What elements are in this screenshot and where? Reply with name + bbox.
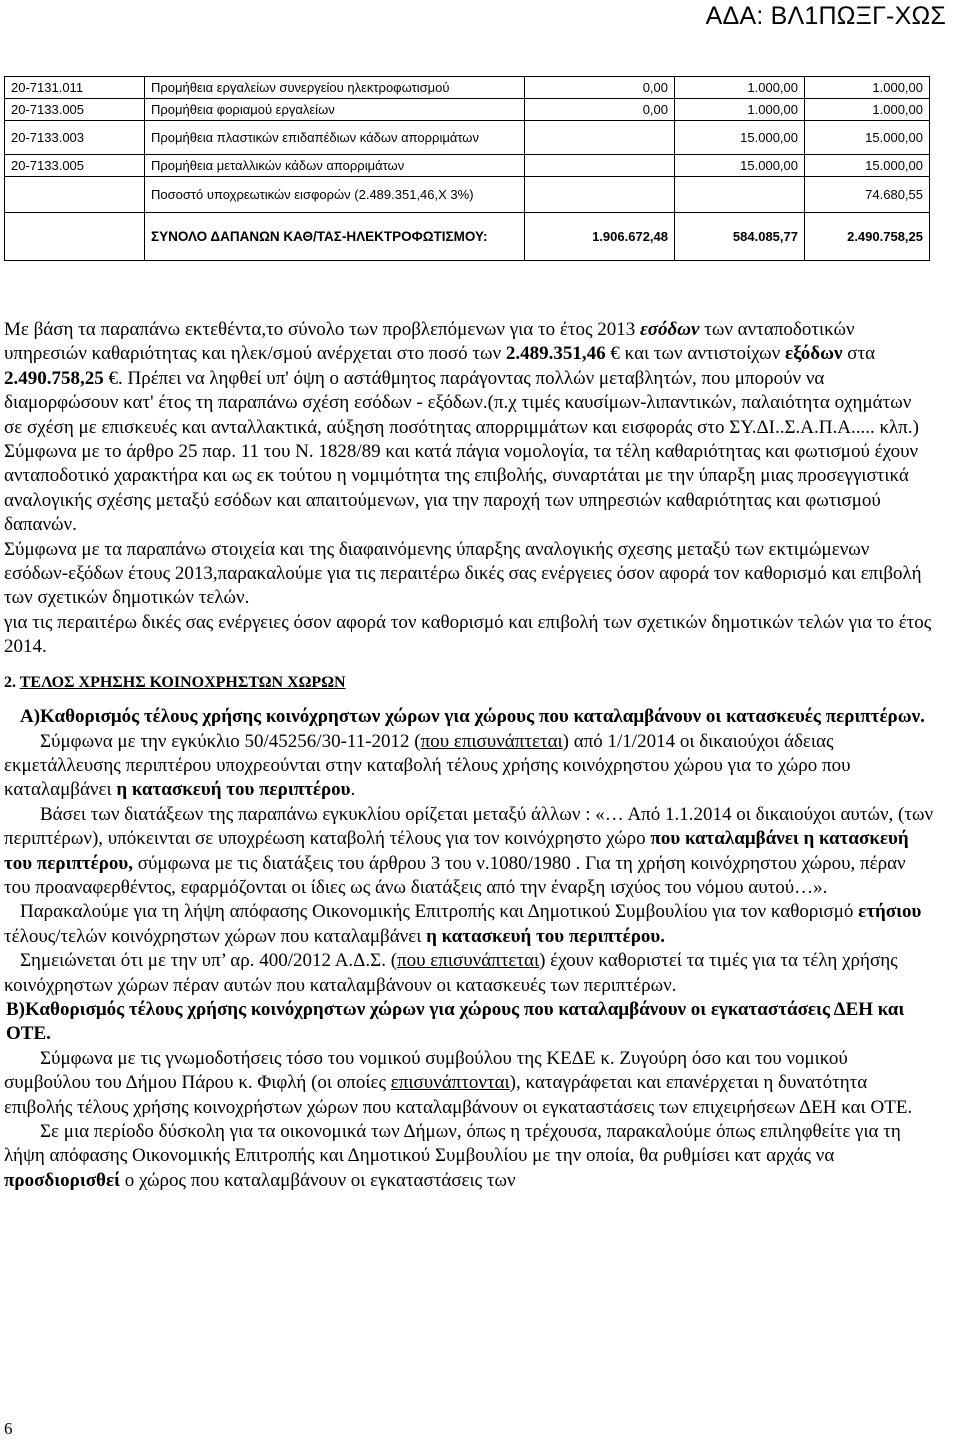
- row-description: Προμήθεια εργαλείων συνεργείου ηλεκτροφωτισμού: [145, 77, 525, 99]
- row-description: Ποσοστό υποχρεωτικών εισφορών (2.489.351,46,Χ 3%): [145, 177, 525, 213]
- row-value-1: [525, 121, 675, 155]
- paragraph-kiosk-request: Παρακαλούμε για τη λήψη απόφασης Οικονομικής Επιτροπής και Δημοτικού Συμβουλίου για τον καθορισμό ετήσιου τέλους/τελών κοινόχρηστων χώρων που καταλαμβάνει η κατασκευή του περιπτέρου.: [4, 901, 922, 947]
- budget-table: [4, 76, 930, 261]
- row-value-2: 15.000,00: [675, 155, 805, 177]
- row-code: [5, 177, 145, 213]
- paragraph-legal-basis: Σύμφωνα με το άρθρο 25 παρ. 11 του Ν. 1828/89 και κατά πάγια νομολογία, τα τέλη καθαριότητας και φωτισμού έχουν ανταποδοτικό χαρακτήρα και ως εκ τούτου η νομιμότητα της επιβολής, συναρτάται με την ύπαρξη μιας προσεγγιστικά αναλογικής σχέσης μεταξύ εσόδων και απαιτούμενων, για την παροχή των υπηρεσιών καθαριότητας και φωτισμού δαπανών.: [4, 441, 919, 536]
- section-2-heading: 2. ΤΕΛΟΣ ΧΡΗΣΗΣ ΚΟΙΝΟΧΡΗΣΤΩΝ ΧΩΡΩΝ: [4, 673, 346, 691]
- total-value-2: 584.085,77: [675, 213, 805, 261]
- table-row: [5, 99, 930, 121]
- row-code: 20-7133.003: [5, 121, 145, 155]
- row-value-3: 74.680,55: [805, 177, 930, 213]
- row-value-1: [525, 155, 675, 177]
- row-value-3: 1.000,00: [805, 77, 930, 99]
- row-description: Προμήθεια πλαστικών επιδαπέδιων κάδων απορριμάτων: [145, 121, 525, 155]
- row-value-1: [525, 177, 675, 213]
- row-value-2: [675, 177, 805, 213]
- paragraph-request: Σύμφωνα με τα παραπάνω στοιχεία και της διαφαινόμενης ύπαρξης αναλογικής σχεσης μεταξύ των εκτιμώμενων εσόδων-εξόδων έτους 2013,παρακαλούμε για τις περαιτέρω δικές σας ενέργειες όσον αφορά τον καθορισμό και επιβολή των σχετικών δημοτικών τελών.: [4, 538, 922, 609]
- total-value-3: 2.490.758,25: [805, 213, 930, 261]
- row-code: 20-7131.011: [5, 77, 145, 99]
- total-label: ΣΥΝΟΛΟ ΔΑΠΑΝΩΝ ΚΑΘ/ΤΑΣ-ΗΛΕΚΤΡΟΦΩΤΙΣΜΟΥ:: [145, 213, 525, 261]
- table-row: [5, 155, 930, 177]
- row-description: Προμήθεια φοριαμού εργαλείων: [145, 99, 525, 121]
- row-value-2: 15.000,00: [675, 121, 805, 155]
- paragraph-revenue-summary: Με βάση τα παραπάνω εκτεθέντα,το σύνολο των προβλεπόμενων για το έτος 2013 εσόδων των ανταποδοτικών υπηρεσιών καθαριότητας και ηλεκ/σμού ανέρχεται στο ποσό των 2.489.351,46 € και των αντιστοίχων εξόδων στα 2.490.758,25 €. Πρέπει να ληφθεί υπ' όψη ο αστάθμητος παράγοντας πολλών μεταβλητών, που μπορούν να διαμορφώσουν κατ' έτος τη παραπάνω σχέση εσόδων - εξόδων.(π.χ τιμές καυσίμων-λιπαντικών, παλαιότητα οχημάτων σε σχέση με επισκευές και ανταλλακτικά, αύξηση ποσότητας απορριμμάτων και εισφοράς στο ΣΥ.ΔΙ..Σ.Α.Π.Α..... κλπ.): [4, 319, 919, 438]
- table-total-row: [5, 213, 930, 261]
- total-empty-cell: [5, 213, 145, 261]
- row-value-3: 15.000,00: [805, 121, 930, 155]
- row-value-1: 0,00: [525, 99, 675, 121]
- total-value-1: 1.906.672,48: [525, 213, 675, 261]
- paragraph-kiosk-note: Σημειώνεται ότι με την υπ’ αρ. 400/2012 Α.Δ.Σ. (που επισυνάπτεται) έχουν καθοριστεί τα τιμές για τα τέλη χρήσης κοινόχρηστων χώρων πέραν αυτών που καταλαμβάνουν οι κατασκευές των περιπτέρων.: [4, 950, 898, 996]
- paragraph-kiosk-provisions: Βάσει των διατάξεων της παραπάνω εγκυκλίου ορίζεται μεταξύ άλλων : «… Από 1.1.2014 οι δικαιούχοι αυτών, (των περιπτέρων), υπόκεινται σε υποχρέωση καταβολή τέλους για τον κοινόχρηστο χώρο που καταλαμβάνει η κατασκευή του περιπτέρου, σύμφωνα με τις διατάξεις του άρθρου 3 του ν.1080/1980 . Για τη χρήση κοινόχρηστου χώρου, πέραν του προαναφερθέντος, εφαρμόζονται οι ίδιες ως άνω διατάξεις από την έναρξη ισχύος του νόμου αυτού…».: [4, 803, 934, 898]
- subsection-a-heading: Α)Καθορισμός τέλους χρήσης κοινόχρηστων χώρων για χώρους που καταλαμβάνουν οι κατασκευές περιπτέρων.: [20, 706, 925, 728]
- paragraph-request-2014: για τις περαιτέρω δικές σας ενέργειες όσον αφορά τον καθορισμό και επιβολή των σχετικών δημοτικών τελών για το έτος 2014.: [4, 611, 932, 658]
- paragraph-utilities-opinions: Σύμφωνα με τις γνωμοδοτήσεις τόσο του νομικού συμβούλου της ΚΕΔΕ κ. Ζυγούρη όσο και του νομικού συμβούλου του Δήμου Πάρου κ. Φιφλή (οι οποίες επισυνάπτονται), καταγράφεται και επανέρχεται η δυνατότητα επιβολής τέλους χρήσης κοινοχρήστων χώρων που καταλαμβάνουν οι εγκαταστάσεις των επιχειρήσεων ΔΕΗ και ΟΤΕ.: [4, 1047, 913, 1118]
- row-value-3: 15.000,00: [805, 155, 930, 177]
- page-number: 6: [4, 1419, 13, 1438]
- paragraph-utilities-request: Σε μια περίοδο δύσκολη για τα οικονομικά των Δήμων, όπως η τρέχουσα, παρακαλούμε όπως επιληφθείτε για τη λήψη απόφασης Οικονομικής Επιτροπής και Δημοτικού Συμβουλίου με την οποία, θα ρυθμίσει κατ αρχάς να προσδιορισθεί ο χώρος που καταλαμβάνουν οι εγκαταστάσεις των: [4, 1121, 901, 1191]
- paragraph-kiosk-circular: Σύμφωνα με την εγκύκλιο 50/45256/30-11-2012 (που επισυνάπτεται) από 1/1/2014 οι δικαιούχοι άδειας εκμετάλλευσης περιπτέρου υποχρεούνται στην καταβολή τέλους χρήσης κοινόχρηστου χώρου για το χώρο που καταλαμβάνει η κατασκευή του περιπτέρου.: [4, 730, 851, 801]
- row-value-1: 0,00: [525, 77, 675, 99]
- ada-code: ΑΔΑ: ΒΛ1ΠΩΞΓ-ΧΩΣ: [705, 2, 946, 30]
- table-row: [5, 177, 930, 213]
- row-code: 20-7133.005: [5, 155, 145, 177]
- row-description: Προμήθεια μεταλλικών κάδων απορριμάτων: [145, 155, 525, 177]
- document-body: [4, 318, 934, 1193]
- row-value-3: 1.000,00: [805, 99, 930, 121]
- row-value-2: 1.000,00: [675, 77, 805, 99]
- row-value-2: 1.000,00: [675, 99, 805, 121]
- row-code: 20-7133.005: [5, 99, 145, 121]
- table-row: [5, 121, 930, 155]
- table-row: [5, 77, 930, 99]
- subsection-b-heading: Β)Καθορισμός τέλους χρήσης κοινόχρηστων χώρων για χώρους που καταλαμβάνουν οι εγκαταστάσεις ΔΕΗ και ΟΤΕ.: [6, 998, 905, 1045]
